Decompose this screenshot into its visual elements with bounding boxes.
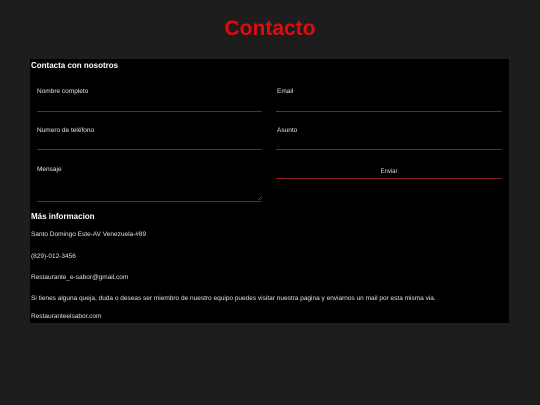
send-button[interactable]: Enviar [276, 166, 502, 179]
resize-grip-icon[interactable] [258, 196, 262, 200]
phone-input[interactable] [37, 149, 262, 150]
address-text: Santo Domingo Este-AV Venezuela-#89 [31, 231, 147, 238]
page-title: Contacto [224, 17, 316, 40]
email-text: Restaurante_e-sabor@gmail.com [31, 274, 129, 281]
email-input[interactable] [276, 111, 502, 112]
phone-label: Numero de teléfono [37, 127, 95, 134]
subject-input[interactable] [276, 149, 502, 150]
more-info-heading: Más informacion [31, 212, 95, 221]
contact-panel [30, 59, 509, 323]
subject-label: Asunto [277, 127, 298, 134]
contact-form-heading: Contacta con nosotros [31, 61, 119, 70]
info-note-text: Si tienes alguna queja, duda o deseas ser miembro de nuestro equipo puedes visitar nuestra pagina y enviarnos un mail por esta misma via. [31, 295, 436, 302]
full-name-input[interactable] [37, 111, 262, 112]
full-name-label: Nombre completo [37, 88, 89, 95]
message-label: Mensaje [37, 166, 62, 173]
phone-text: (829)-012-3456 [31, 253, 76, 260]
website-text: Restauranteelsabor.com [31, 313, 102, 320]
message-textarea[interactable] [37, 178, 262, 202]
email-label: Email [277, 88, 294, 95]
